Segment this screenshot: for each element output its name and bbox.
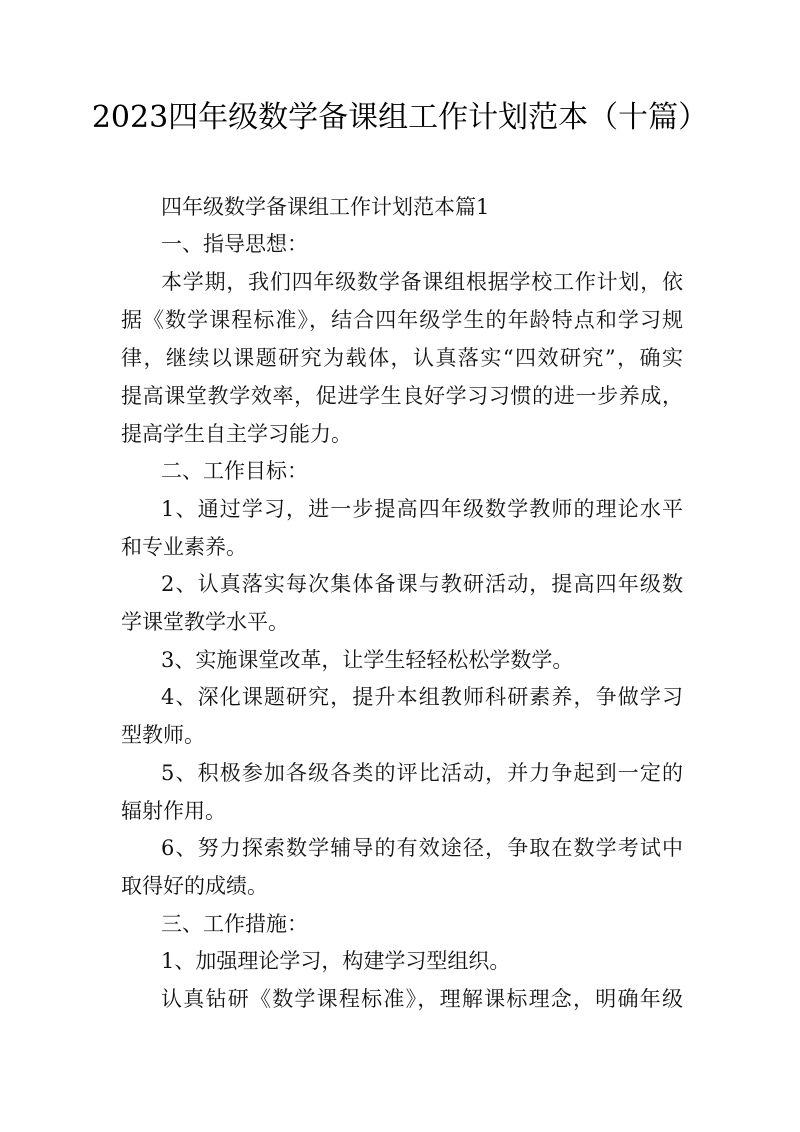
list-item-line: 1、加强理论学习，构建学习型组织。: [161, 949, 511, 973]
paragraph-line: 据《数学课程标准》，结合四年级学生的年龄特点和学习规: [121, 308, 683, 332]
list-item-line: 6、努力探索数学辅导的有效途径，争取在数学考试中: [161, 836, 683, 860]
document-title: 2023四年级数学备课组工作计划范本（十篇）: [91, 100, 709, 135]
list-item-line: 型教师。: [121, 723, 205, 747]
list-item-line: 和专业素养。: [121, 535, 247, 559]
subheading: 一、指导思想：: [161, 232, 308, 256]
subheading: 二、工作目标：: [161, 459, 308, 483]
list-item-line: 4、深化课题研究，提升本组教师科研素养，争做学习: [161, 685, 683, 709]
paragraph-line: 律，继续以课题研究为载体，认真落实“四效研究”，确实: [121, 346, 683, 370]
list-item-line: 辐射作用。: [121, 799, 226, 823]
paragraph-line: 提高学生自主学习能力。: [121, 422, 352, 446]
paragraph-line: 提高课堂教学效率，促进学生良好学习习惯的进一步养成，: [121, 384, 683, 408]
list-item-line: 1、通过学习，进一步提高四年级数学教师的理论水平: [161, 497, 683, 521]
list-item-line: 学课堂教学水平。: [121, 610, 289, 634]
list-item-line: 取得好的成绩。: [121, 874, 268, 898]
paragraph-line: 认真钻研《数学课程标准》，理解课标理念，明确年级: [161, 987, 683, 1011]
list-item-line: 5、积极参加各级各类的评比活动，并力争起到一定的: [161, 761, 683, 785]
subheading: 三、工作措施：: [161, 912, 308, 936]
list-item-line: 3、实施课堂改革，让学生轻轻松松学数学。: [161, 648, 574, 672]
section-heading: 四年级数学备课组工作计划范本篇1: [161, 195, 490, 219]
list-item-line: 2、认真落实每次集体备课与教研活动，提高四年级数: [161, 572, 683, 596]
paragraph-line: 本学期，我们四年级数学备课组根据学校工作计划，依: [161, 270, 683, 294]
